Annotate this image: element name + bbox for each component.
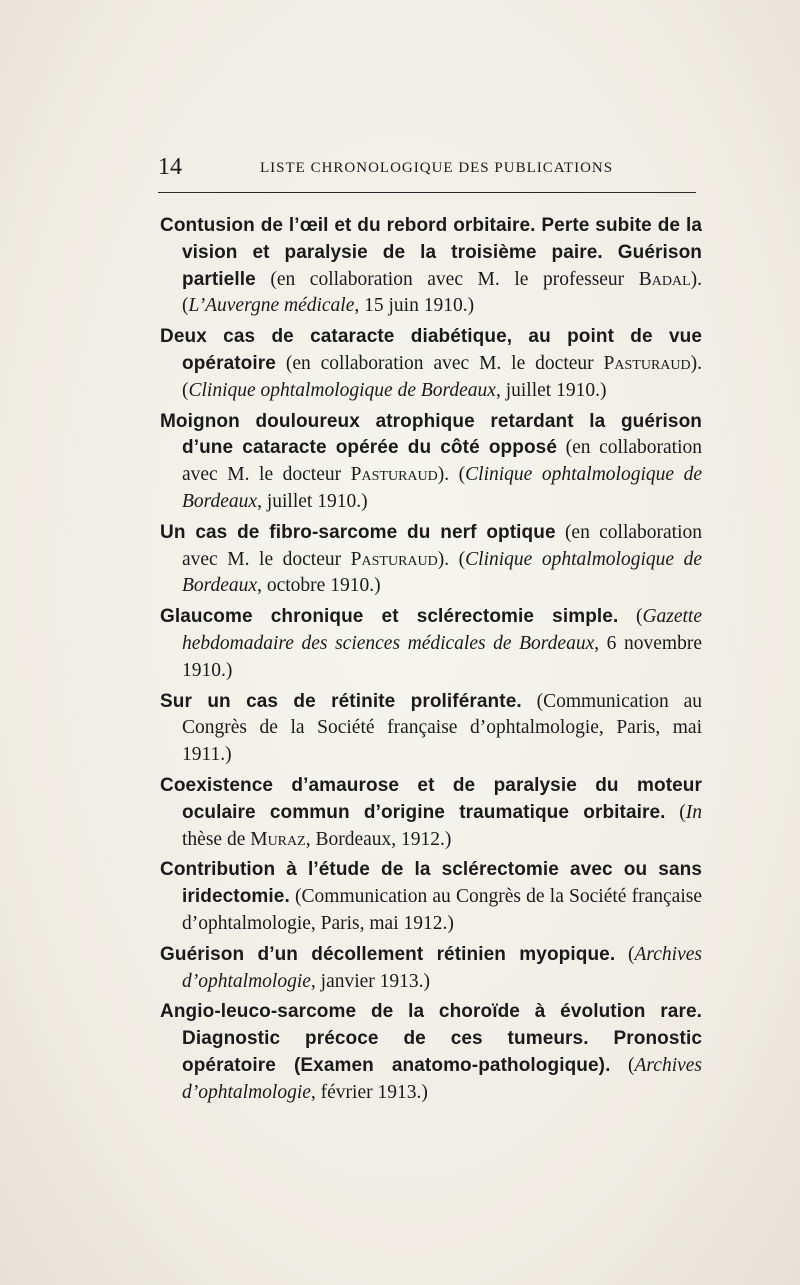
page-number: 14: [158, 154, 182, 180]
journal-name: Archives d’ophtalmologie: [182, 1054, 703, 1103]
publication-title: Deux cas de cataracte diabétique, au point de vue opératoire: [160, 326, 702, 374]
running-head: LISTE CHRONOLOGIQUE DES PUBLICATIONS: [260, 160, 614, 176]
publication-date: , juillet 1910.): [495, 379, 607, 401]
collaboration-note: (en collaboration avec M. le docteur: [182, 437, 702, 486]
source-open: (: [458, 464, 466, 486]
publication-entry: [160, 409, 702, 516]
publication-date: , 15 juin 1910.): [354, 295, 475, 317]
source-open: (: [182, 379, 189, 401]
source-open: (: [628, 1054, 635, 1076]
journal-name: Gazette hebdomadaire des sciences médicales de Bordeaux: [182, 606, 703, 654]
source-open: (: [458, 548, 466, 570]
journal-name: L’Auvergne médicale: [188, 295, 355, 317]
source-open: (: [628, 943, 635, 965]
collaboration-close: ).: [437, 548, 450, 570]
collaboration-note: (en collaboration avec M. le docteur: [182, 521, 703, 570]
page-header: [158, 152, 700, 182]
publication-title: Sur un cas de rétinite proliférante.: [160, 690, 522, 712]
collaboration-note: (en collaboration avec M. le professeur: [270, 268, 639, 290]
publication-entry: [160, 604, 702, 684]
publication-entry: [160, 689, 702, 769]
header-rule: [158, 192, 696, 193]
source-thesis: thèse de: [182, 828, 251, 850]
source-open: (: [635, 606, 643, 628]
publication-entry: [160, 942, 702, 996]
collaborator-name: Pasturaud: [350, 464, 438, 486]
publication-title: Guérison d’un décollement rétinien myopique.: [160, 943, 616, 965]
publication-date: , juillet 1910.): [257, 490, 368, 512]
publication-date: , janvier 1913.): [310, 970, 431, 992]
publication-title: Un cas de fibro-sarcome du nerf optique: [160, 521, 556, 543]
collaboration-close: ).: [690, 268, 703, 290]
publication-entry: [160, 520, 702, 600]
journal-name: Clinique ophtalmologique de Bordeaux: [182, 464, 702, 512]
publication-list: [160, 213, 702, 1111]
collaboration-close: ).: [690, 352, 702, 374]
journal-name: Clinique ophtalmologique de Bordeaux: [182, 548, 702, 597]
publication-title: Glaucome chronique et sclérectomie simple.: [160, 606, 619, 628]
source-open: (: [679, 801, 686, 823]
publication-entry: [160, 857, 702, 937]
thesis-author: Muraz: [250, 828, 306, 850]
source-open: (: [182, 295, 189, 317]
collaboration-note: (en collaboration avec M. le docteur: [285, 352, 604, 374]
journal-name: Archives d’ophtalmologie: [182, 943, 702, 992]
publication-date: , Bordeaux, 1912.): [305, 828, 452, 850]
publication-title: Angio-leuco-sarcome de la choroïde à évolution rare. Diagnostic précoce de ces tumeurs. Pronostic opératoire (Examen anatomo-pathologique).: [160, 1001, 702, 1076]
publication-title: Moignon douloureux atrophique retardant la guérison d’une cataracte opérée du côté opposé: [160, 410, 702, 459]
publication-title: Coexistence d’amaurose et de paralysie du moteur oculaire commun d’origine traumatique orbitaire.: [160, 774, 702, 823]
publication-date: , février 1913.): [310, 1081, 428, 1103]
publication-date: , octobre 1910.): [257, 575, 381, 597]
publication-entry: [160, 999, 702, 1106]
publication-entry: [160, 773, 702, 853]
publication-source: (Communication au Congrès de la Société française d’ophtalmologie, Paris, mai 1912.): [182, 886, 702, 934]
source-in: In: [685, 801, 703, 823]
publication-entry: [160, 324, 702, 404]
journal-name: Clinique ophtalmologique de Bordeaux: [188, 379, 496, 401]
publication-date: , 6 novembre 1910.): [182, 632, 702, 681]
publication-source: (Communication au Congrès de la Société française d’ophtalmologie, Paris, mai 1911.): [182, 690, 702, 766]
collaborator-name: Pasturaud: [350, 548, 438, 570]
publication-title: Contribution à l’étude de la sclérectomie avec ou sans iridectomie.: [160, 859, 702, 908]
collaborator-name: Pasturaud: [603, 352, 691, 374]
publication-entry: [160, 213, 702, 320]
collaboration-close: ).: [437, 464, 450, 486]
collaborator-name: Badal: [638, 268, 691, 290]
publication-title: Contusion de l’œil et du rebord orbitaire. Perte subite de la vision et paralysie de la troisième paire. Guérison partielle: [160, 215, 702, 290]
